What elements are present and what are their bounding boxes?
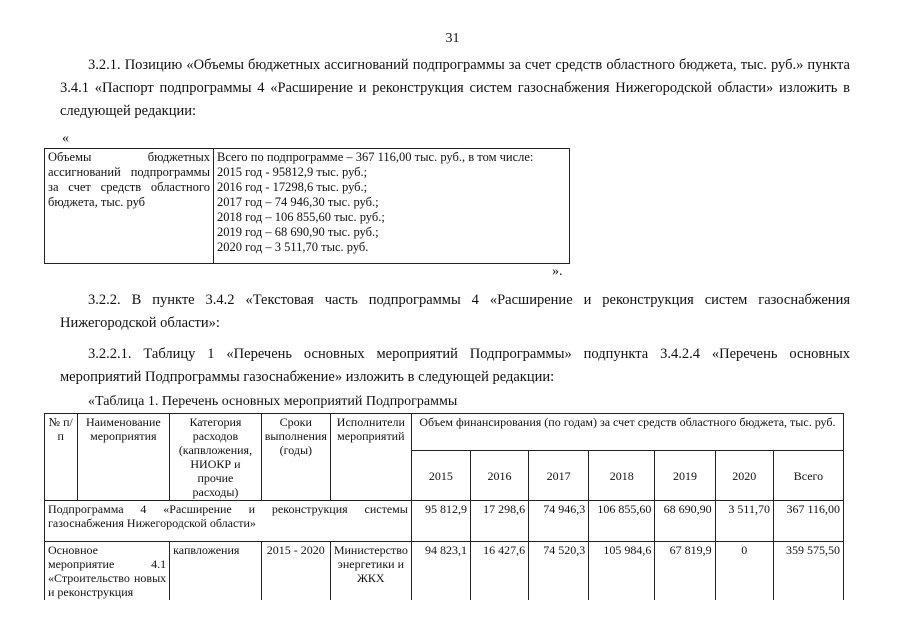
cell-value: 68 690,90	[655, 501, 715, 542]
passport-line: 2016 год - 17298,6 тыс. руб.;	[217, 180, 368, 194]
cell-value: 0	[715, 542, 773, 601]
passport-line: 2015 год - 95812,9 тыс. руб.;	[217, 165, 368, 179]
passport-line: 2018 год – 106 855,60 тыс. руб.;	[217, 210, 385, 224]
header-funding: Объем финансирования (по годам) за счет средств областного бюджета, тыс. руб.	[411, 414, 843, 451]
header-executors: Исполнители мероприятий	[330, 414, 411, 501]
close-quote: ».	[552, 264, 563, 279]
passport-line: Всего по подпрограмме – 367 116,00 тыс. руб., в том числе:	[217, 150, 534, 164]
header-total: Всего	[773, 451, 843, 501]
header-name: Наименование мероприятия	[77, 414, 170, 501]
cell-value: 74 520,3	[529, 542, 589, 601]
header-year: 2015	[411, 451, 470, 501]
header-year: 2017	[529, 451, 589, 501]
cell-value: 3 511,70	[715, 501, 773, 542]
header-num: № п/п	[45, 414, 78, 501]
cell-value: 105 984,6	[589, 542, 655, 601]
row-activity-terms: 2015 - 2020	[261, 542, 330, 601]
cell-value: 74 946,3	[529, 501, 589, 542]
cell-value: 94 823,1	[411, 542, 470, 601]
paragraph-3-2-2-1: 3.2.2.1. Таблицу 1 «Перечень основных мероприятий Подпрограммы» подпункта 3.4.2.4 «Перечень основных мероприятий Подпрограммы газоснабжение» изложить в следующей редакции:	[60, 346, 850, 385]
cell-value: 359 575,50	[773, 542, 843, 601]
header-category: Категория расходов (капвложения, НИОКР и прочие расходы)	[170, 414, 262, 501]
header-terms: Сроки выполнения (годы)	[261, 414, 330, 501]
cell-value: 16 427,6	[470, 542, 528, 601]
cell-value: 67 819,9	[655, 542, 715, 601]
passport-line: 2017 год – 74 946,30 тыс. руб.;	[217, 195, 379, 209]
page-number: 31	[445, 31, 460, 46]
paragraph-3-2-1: 3.2.1. Позицию «Объемы бюджетных ассигнований подпрограммы за счет средств областного бюджета, тыс. руб.» пункта 3.4.1 «Паспорт подпрограммы 4 «Расширение и реконструкция систем газоснабжения Нижегородской области» изложить в следующей редакции:	[60, 57, 850, 119]
header-year: 2018	[589, 451, 655, 501]
activities-table	[44, 413, 844, 600]
header-year: 2019	[655, 451, 715, 501]
header-year: 2016	[470, 451, 528, 501]
row-activity-name: Основное мероприятие 4.1 «Строительство новых и реконструкция	[45, 542, 170, 601]
passport-values	[214, 149, 570, 264]
passport-line: 2019 год – 68 690,90 тыс. руб.;	[217, 225, 379, 239]
cell-value: 95 812,9	[411, 501, 470, 542]
row-subprogram-label: Подпрограмма 4 «Расширение и реконструкция системы газоснабжения Нижегородской области»	[45, 501, 412, 542]
table-caption: «Таблица 1. Перечень основных мероприятий Подпрограммы	[88, 394, 458, 409]
passport-label: Объемы бюджетных ассигнований подпрограммы за счет средств областного бюджета, тыс. руб	[45, 149, 214, 264]
row-activity-executors: Министерство энергетики и ЖКХ	[330, 542, 411, 601]
cell-value: 17 298,6	[470, 501, 528, 542]
row-activity-category: капвложения	[170, 542, 262, 601]
header-year: 2020	[715, 451, 773, 501]
cell-value: 106 855,60	[589, 501, 655, 542]
cell-value: 367 116,00	[773, 501, 843, 542]
paragraph-3-2-2: 3.2.2. В пункте 3.4.2 «Текстовая часть подпрограммы 4 «Расширение и реконструкция систем газоснабжения Нижегородской области»:	[60, 292, 850, 331]
passport-line: 2020 год – 3 511,70 тыс. руб.	[217, 240, 369, 254]
open-quote: «	[62, 131, 69, 146]
passport-table	[44, 148, 570, 264]
